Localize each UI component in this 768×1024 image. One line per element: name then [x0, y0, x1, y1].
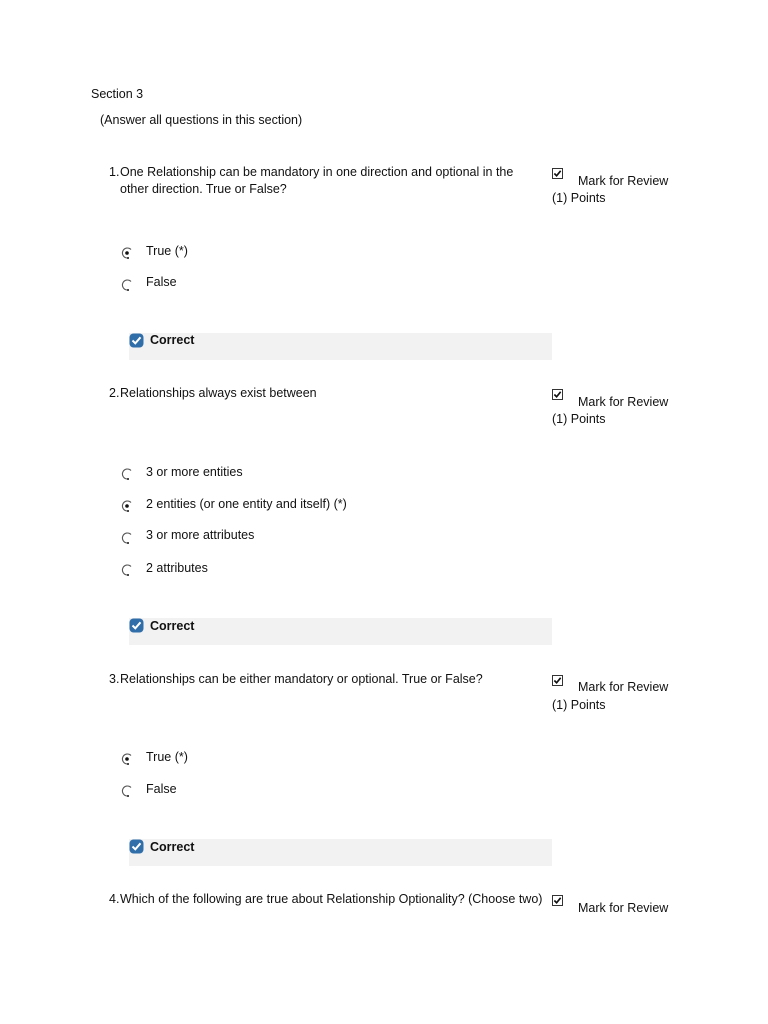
correct-check-icon [129, 839, 144, 854]
mark-for-review-checkbox[interactable] [552, 675, 563, 686]
option-radio-true[interactable] [121, 752, 132, 763]
option-label: True (*) [146, 750, 188, 764]
mark-for-review-checkbox[interactable] [552, 168, 563, 179]
radio-unselected-icon [121, 279, 133, 291]
radio-unselected-icon [121, 532, 133, 544]
radio-selected-icon [121, 500, 133, 512]
checkbox-checked-icon [553, 676, 562, 685]
option-radio-false[interactable] [121, 278, 132, 289]
points-label: (1) Points [552, 412, 606, 426]
radio-selected-icon [121, 247, 133, 259]
correct-check-icon [129, 618, 144, 633]
question-number: 2. [109, 386, 120, 400]
radio-selected-icon [121, 753, 133, 765]
mark-for-review-label: Mark for Review [578, 174, 669, 188]
option-radio-false[interactable] [121, 784, 132, 795]
radio-unselected-icon [121, 468, 133, 480]
question-number: 3. [109, 672, 120, 686]
mark-for-review-label: Mark for Review [578, 395, 669, 409]
checkbox-checked-icon [553, 390, 562, 399]
radio-unselected-icon [121, 785, 133, 797]
option-radio-4[interactable] [121, 563, 132, 574]
checkbox-checked-icon [553, 896, 562, 905]
option-radio-true[interactable] [121, 246, 132, 257]
option-radio-3[interactable] [121, 531, 132, 542]
question-text: Which of the following are true about Relationship Optionality? (Choose two) [120, 892, 543, 906]
radio-unselected-icon [121, 564, 133, 576]
question-number: 1. [109, 165, 120, 179]
result-label: Correct [150, 333, 195, 347]
points-label: (1) Points [552, 698, 606, 712]
mark-for-review-label: Mark for Review [578, 901, 669, 915]
option-label: True (*) [146, 244, 188, 258]
question-number: 4. [109, 892, 120, 906]
option-radio-2[interactable] [121, 499, 132, 510]
question-text: Relationships can be either mandatory or optional. True or False? [120, 672, 483, 686]
correct-check-icon [129, 333, 144, 348]
section-instruction: (Answer all questions in this section) [100, 113, 303, 127]
option-label: 2 attributes [146, 561, 208, 575]
option-label: False [146, 275, 177, 289]
option-radio-1[interactable] [121, 467, 132, 478]
question-text: Relationships always exist between [120, 386, 317, 400]
option-label: 2 entities (or one entity and itself) (*) [146, 497, 347, 511]
mark-for-review-label: Mark for Review [578, 680, 669, 694]
result-label: Correct [150, 840, 195, 854]
mark-for-review-checkbox[interactable] [552, 389, 563, 400]
option-label: False [146, 782, 177, 796]
option-label: 3 or more entities [146, 465, 243, 479]
checkbox-checked-icon [553, 169, 562, 178]
points-label: (1) Points [552, 191, 606, 205]
section-title: Section 3 [91, 87, 144, 101]
option-label: 3 or more attributes [146, 528, 255, 542]
question-text: One Relationship can be mandatory in one direction and optional in the other direction. True or False? [120, 165, 514, 196]
mark-for-review-checkbox[interactable] [552, 895, 563, 906]
result-label: Correct [150, 619, 195, 633]
